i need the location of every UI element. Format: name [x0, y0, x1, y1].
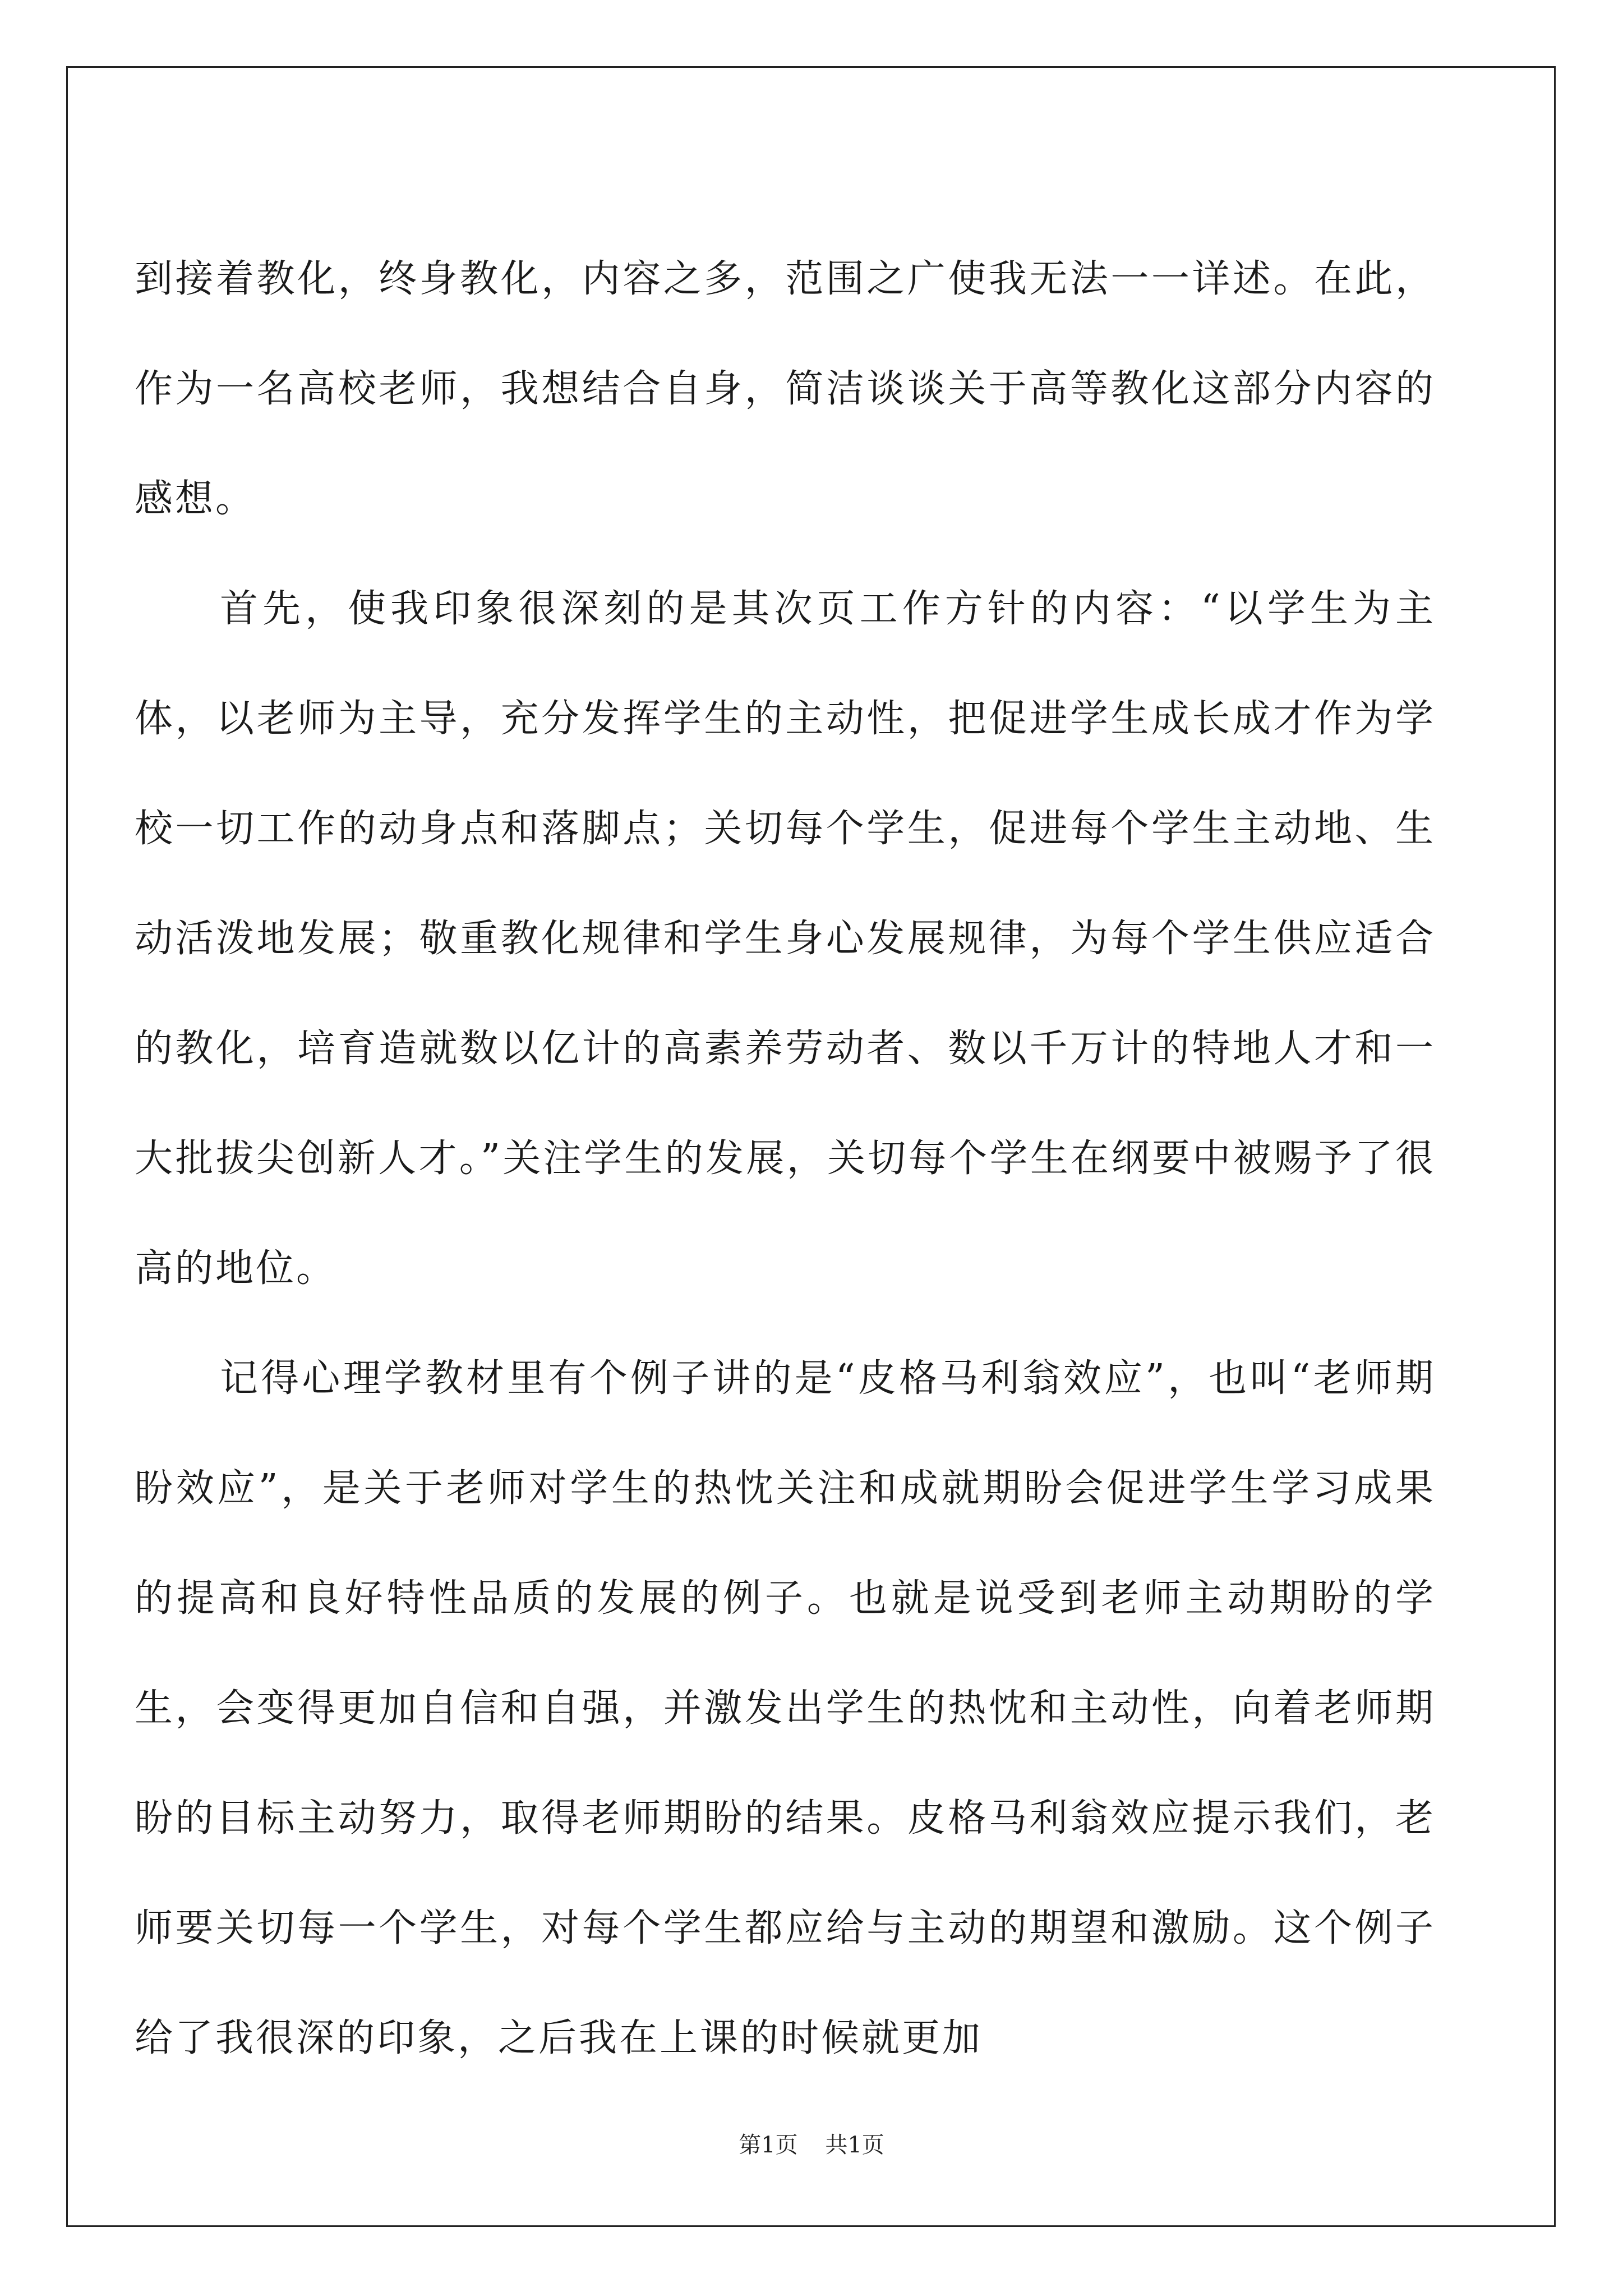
total-pages-label: 共1页 [825, 2132, 884, 2158]
document-body [135, 224, 1436, 2093]
paragraph-1: 到接着教化，终身教化，内容之多，范围之广使我无法一一详述。在此，作为一名高校老师，我想结合自身，简洁谈谈关于高等教化这部分内容的感想。 [135, 257, 1436, 521]
paragraph-2: 首先，使我印象很深刻的是其次页工作方针的内容：“以学生为主体，以老师为主导，充分发挥学生的主动性，把促进学生成长成才作为学校一切工作的动身点和落脚点；关切每个学生，促进每个学生主动地、生动活泼地发展；敬重教化规律和学生身心发展规律，为每个学生供应适合的教化，培育造就数以亿计的高素养劳动者、数以千万计的特地人才和一大批拔尖创新人才。”关注学生的发展，关切每个学生在纲要中被赐予了很高的地位。 [135, 587, 1436, 1291]
current-page-label: 第1页 [739, 2132, 798, 2158]
paragraph-3: 记得心理学教材里有个例子讲的是“皮格马利翁效应”，也叫“老师期盼效应”，是关于老师对学生的热忱关注和成就期盼会促进学生学习成果的提高和良好特性品质的发展的例子。也就是说受到老师主动期盼的学生，会变得更加自信和自强，并激发出学生的热忱和主动性，向着老师期盼的目标主动努力，取得老师期盼的结果。皮格马利翁效应提示我们，老师要关切每一个学生，对每个学生都应给与主动的期望和激励。这个例子给了我很深的印象，之后我在上课的时候就更加 [135, 1356, 1436, 2060]
page-footer [0, 2127, 1623, 2159]
